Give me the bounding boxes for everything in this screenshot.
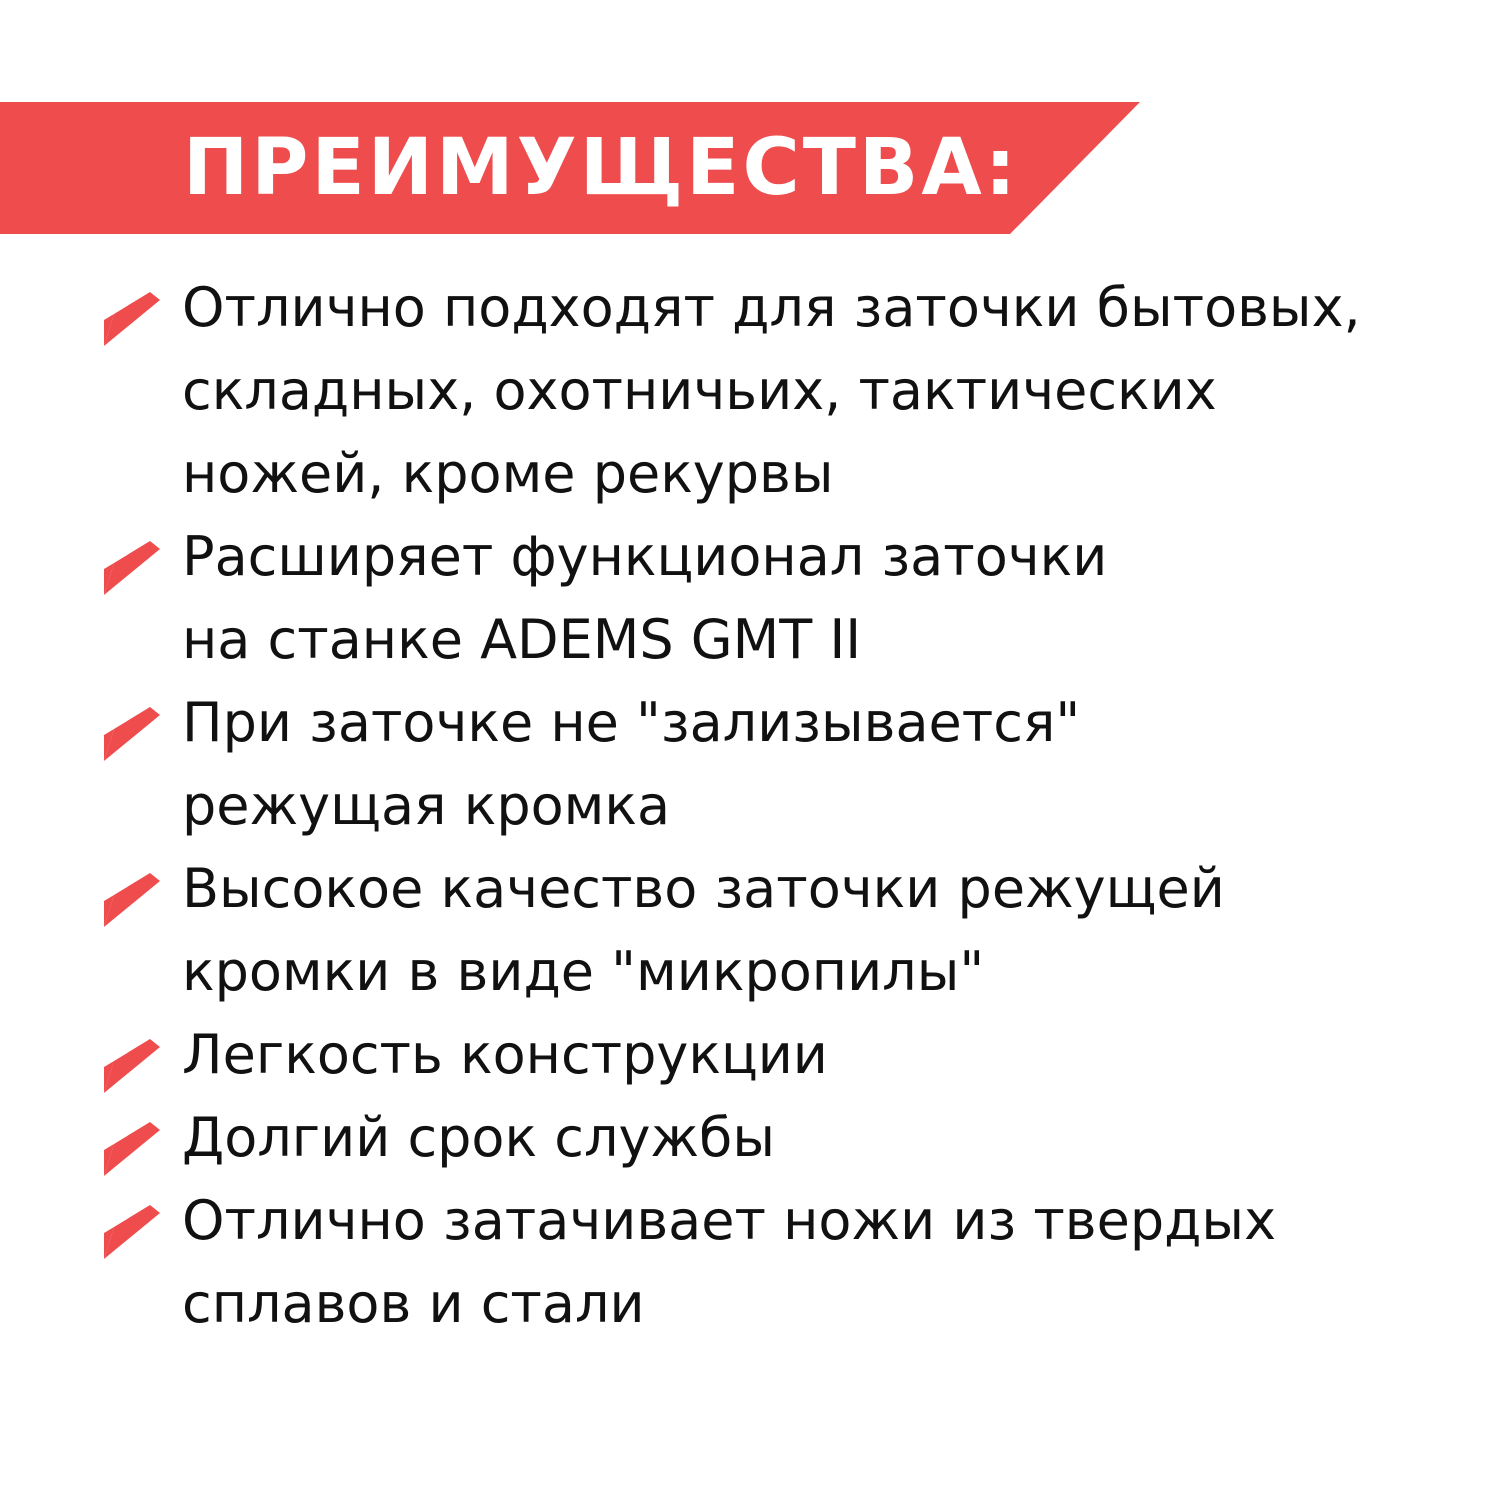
list-item-text: режущая кромка: [182, 774, 671, 837]
red-slash-check-icon: [104, 699, 160, 763]
list-item-text: ножей, кроме рекурвы: [182, 442, 834, 505]
list-item-text: Легкость конструкции: [182, 1023, 828, 1086]
page-title: ПРЕИМУЩЕСТВА:: [183, 123, 1019, 213]
red-slash-check-icon: [104, 1197, 160, 1261]
list-item-text: Долгий срок службы: [182, 1106, 775, 1169]
list-item: [0, 266, 1500, 515]
list-item-text: сплавов и стали: [182, 1272, 645, 1335]
list-item: [0, 681, 1500, 847]
list-item: [0, 515, 1500, 681]
list-item: [0, 1096, 1500, 1179]
red-slash-check-icon: [104, 865, 160, 929]
list-item-text: Отлично подходят для заточки бытовых,: [182, 276, 1361, 339]
list-item-text: Высокое качество заточки режущей: [182, 857, 1225, 920]
list-item: [0, 1179, 1500, 1345]
red-slash-check-icon: [104, 533, 160, 597]
list-item-text: При заточке не "зализывается": [182, 691, 1081, 754]
list-item: [0, 847, 1500, 1013]
list-item-text: складных, охотничьих, тактических: [182, 359, 1217, 422]
red-slash-check-icon: [104, 284, 160, 348]
list-item-text: Отлично затачивает ножи из твердых: [182, 1189, 1277, 1252]
red-slash-check-icon: [104, 1114, 160, 1178]
red-slash-check-icon: [104, 1031, 160, 1095]
list-item-text: кромки в виде "микропилы": [182, 940, 985, 1003]
advantages-list: [0, 266, 1500, 1345]
list-item: [0, 1013, 1500, 1096]
list-item-text: Расширяет функционал заточки: [182, 525, 1108, 588]
list-item-text: на станке ADEMS GMT II: [182, 608, 862, 671]
